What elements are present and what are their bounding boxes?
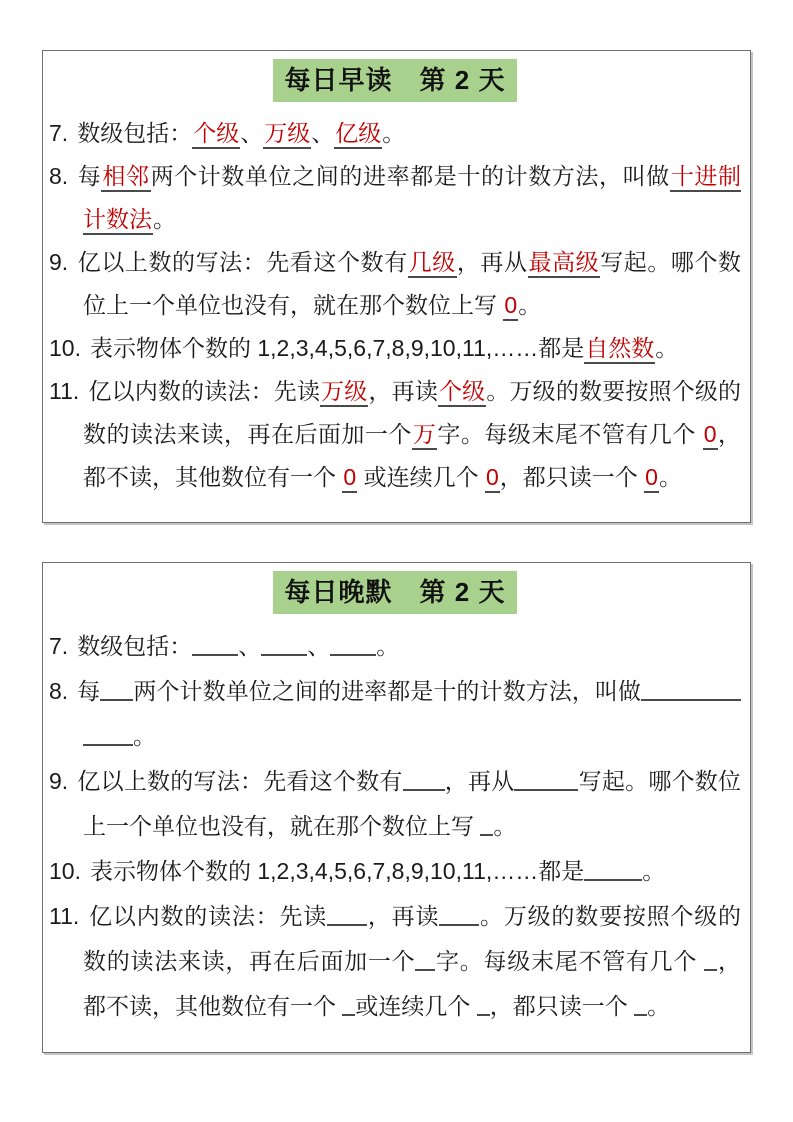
- text-segment: 。: [382, 120, 406, 146]
- text-segment: 每: [77, 163, 102, 189]
- list-item: [49, 894, 741, 1029]
- blank-segment: [100, 675, 133, 701]
- text-segment: 表示物体个数的 1,2,3,4,5,6,7,8,9,10,11,……都是: [89, 335, 585, 361]
- text-segment: ，再从: [456, 249, 528, 275]
- blank-segment: [415, 945, 435, 971]
- text-segment: 每: [77, 678, 101, 704]
- evening-title-row: [49, 571, 741, 616]
- list-item: [49, 112, 741, 155]
- morning-reading-card: [42, 50, 751, 523]
- blank-segment: [403, 765, 445, 791]
- answer-segment: 个级: [438, 378, 486, 407]
- text-segment: 数级包括：: [77, 120, 193, 146]
- morning-title-highlight: 每日早读 第 2 天: [273, 59, 518, 102]
- answer-segment: 万: [412, 421, 438, 450]
- list-item: [49, 849, 741, 894]
- blank-segment: [634, 990, 647, 1016]
- blank-segment: [704, 945, 717, 971]
- blank-segment: [584, 855, 642, 881]
- text-segment: 。: [153, 206, 176, 232]
- item-number: 11.: [49, 903, 80, 929]
- text-segment: 或连续几个: [357, 464, 485, 490]
- text-segment: 。万级的数要按照个级的数的读法来读，再在后面加一个: [83, 903, 741, 974]
- morning-title-row: [49, 59, 741, 104]
- morning-items-list: [49, 112, 741, 499]
- answer-segment: 万级: [263, 120, 311, 149]
- item-number: 8.: [49, 678, 69, 704]
- answer-segment: 最高级: [528, 249, 601, 278]
- evening-title-highlight: 每日晚默 第 2 天: [273, 571, 518, 614]
- item-number: 7.: [49, 120, 69, 146]
- list-item: [49, 370, 741, 499]
- blank-segment: [439, 900, 479, 926]
- answer-segment: 自然数: [584, 335, 655, 364]
- answer-segment: 相邻: [101, 163, 150, 192]
- answer-segment: 个级: [192, 120, 240, 149]
- text-segment: 。: [376, 633, 400, 659]
- text-segment: 、: [311, 120, 335, 146]
- text-segment: 字。每级末尾不管有几个: [437, 421, 703, 447]
- text-segment: 写起。哪个数位上一个单位也没有，就在那个数位上写: [83, 768, 742, 839]
- text-segment: 表示物体个数的 1,2,3,4,5,6,7,8,9,10,11,……都是: [89, 858, 585, 884]
- answer-segment: 亿级: [334, 120, 382, 149]
- text-segment: ，都不读，其他数位有一个: [83, 421, 742, 490]
- item-number: 10.: [49, 858, 81, 884]
- blank-segment: [83, 720, 133, 746]
- text-segment: 、: [240, 120, 264, 146]
- blank-segment: [330, 630, 376, 656]
- answer-segment: 0: [703, 421, 718, 450]
- text-segment: 两个计数单位之间的进率都是十的计数方法，叫做: [133, 678, 642, 704]
- answer-segment: 十进制计数法: [83, 163, 741, 235]
- text-segment: ，都不读，其他数位有一个: [83, 948, 742, 1019]
- list-item: [49, 669, 741, 759]
- blank-segment: [514, 765, 578, 791]
- item-number: 7.: [49, 633, 69, 659]
- list-item: [49, 241, 741, 327]
- text-segment: 。: [658, 464, 682, 490]
- text-segment: 亿以上数的写法：先看这个数有: [77, 249, 408, 275]
- text-segment: 。: [493, 813, 517, 839]
- text-segment: ，再读: [367, 903, 440, 929]
- text-segment: 亿以内数的读法：先读: [88, 378, 321, 404]
- text-segment: 。: [647, 993, 671, 1019]
- text-segment: 亿以内数的读法：先读: [88, 903, 328, 929]
- answer-segment: 0: [503, 292, 518, 321]
- text-segment: 。万级的数要按照个级的数的读法来读，再在后面加一个: [83, 378, 742, 447]
- text-segment: ，都只读一个: [489, 993, 635, 1019]
- item-number: 8.: [49, 163, 69, 189]
- text-segment: ，都只读一个: [499, 464, 645, 490]
- evening-dictation-card: [42, 562, 751, 1053]
- text-segment: 。: [642, 858, 666, 884]
- blank-segment: [477, 990, 490, 1016]
- item-number: 9.: [49, 768, 69, 794]
- text-segment: 。: [133, 723, 156, 749]
- list-item: [49, 327, 741, 370]
- blank-segment: [261, 630, 307, 656]
- answer-segment: 0: [485, 464, 500, 493]
- list-item: [49, 155, 741, 241]
- text-segment: ，再读: [368, 378, 438, 404]
- text-segment: 或连续几个: [355, 993, 477, 1019]
- text-segment: 字。每级末尾不管有几个: [435, 948, 705, 974]
- answer-segment: 几级: [408, 249, 457, 278]
- text-segment: 亿以上数的写法：先看这个数有: [77, 768, 403, 794]
- list-item: [49, 624, 741, 669]
- text-segment: 、: [238, 633, 262, 659]
- text-segment: 两个计数单位之间的进率都是十的计数方法，叫做: [150, 163, 670, 189]
- text-segment: 、: [307, 633, 331, 659]
- item-number: 10.: [49, 335, 81, 361]
- text-segment: 写起。哪个数位上一个单位也没有，就在那个数位上写: [83, 249, 742, 318]
- item-number: 11.: [49, 378, 80, 404]
- blank-segment: [480, 810, 493, 836]
- blank-segment: [342, 990, 355, 1016]
- answer-segment: 0: [644, 464, 659, 493]
- text-segment: ，再从: [444, 768, 515, 794]
- text-segment: 数级包括：: [77, 633, 193, 659]
- item-number: 9.: [49, 249, 69, 275]
- list-item: [49, 759, 741, 849]
- blank-segment: [192, 630, 238, 656]
- evening-items-list: [49, 624, 741, 1029]
- text-segment: 。: [655, 335, 679, 361]
- answer-segment: 0: [342, 464, 357, 493]
- blank-segment: [641, 675, 741, 701]
- answer-segment: 万级: [320, 378, 368, 407]
- blank-segment: [327, 900, 367, 926]
- text-segment: 。: [518, 292, 542, 318]
